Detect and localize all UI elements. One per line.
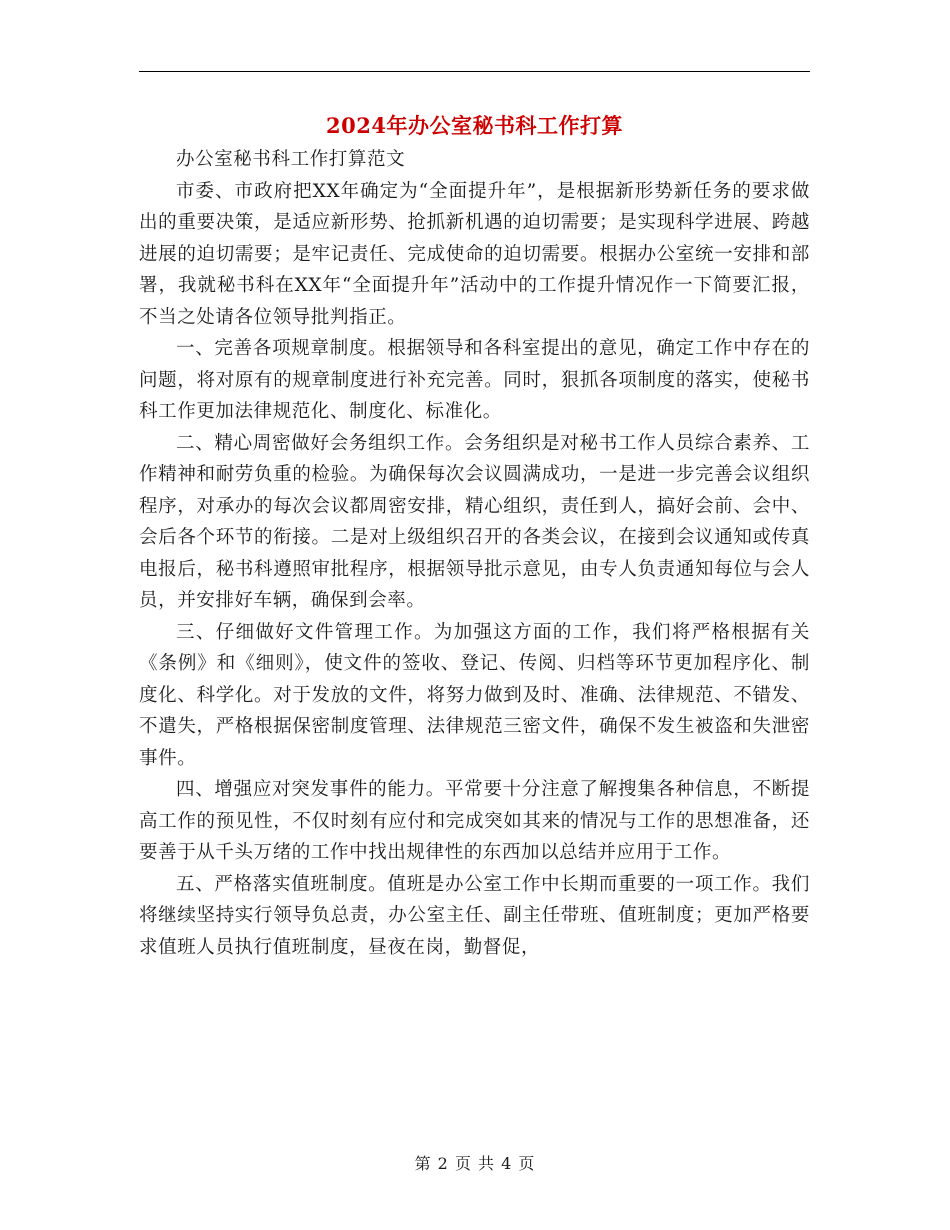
document-body	[139, 144, 810, 963]
paragraph-item-3: 三、仔细做好文件管理工作。为加强这方面的工作，我们将严格根据有关《条例》和《细则》，使文件的签收、登记、传阅、归档等环节更加程序化、制度化、科学化。对于发放的文件，将努力做到及时、准确、法律规范、不错发、不遣失，严格根据保密制度管理、法律规范三密文件，确保不发生被盗和失泄密事件。	[139, 621, 810, 769]
paragraph-item-2: 二、精心周密做好会务组织工作。会务组织是对秘书工作人员综合素养、工作精神和耐劳负重的检验。为确保每次会议圆满成功，一是进一步完善会议组织程序，对承办的每次会议都周密安排，精心组织，责任到人，搞好会前、会中、会后各个环节的衔接。二是对上级组织召开的各类会议，在接到会议通知或传真电报后，秘书科遵照审批程序，根据领导批示意见，由专人负责通知每位与会人员，并安排好车辆，确保到会率。	[139, 432, 810, 611]
paragraph-item-1: 一、完善各项规章制度。根据领导和各科室提出的意见，确定工作中存在的问题，将对原有的规章制度进行补充完善。同时，狠抓各项制度的落实，使秘书科工作更加法律规范化、制度化、标准化。	[139, 338, 810, 422]
header-rule	[139, 71, 810, 72]
paragraph-item-5: 五、严格落实值班制度。值班是办公室工作中长期而重要的一项工作。我们将继续坚持实行领导负总责，办公室主任、副主任带班、值班制度；更加严格要求值班人员执行值班制度，昼夜在岗，勤督促，	[139, 873, 810, 958]
page-number: 第 2 页 共 4 页	[414, 1154, 536, 1173]
paragraph-intro: 市委、市政府把XX年确定为“全面提升年”，是根据新形势新任务的要求做出的重要决策，是适应新形势、抢抓新机遇的迫切需要；是实现科学进展、跨越进展的迫切需要；是牢记责任、完成使命的迫切需要。根据办公室统一安排和部署，我就秘书科在XX年“全面提升年”活动中的工作提升情况作一下简要汇报，不当之处请各位领导批判指正。	[139, 180, 810, 328]
document-title: 2024年办公室秘书科工作打算	[326, 113, 623, 138]
paragraph-item-4: 四、增强应对突发事件的能力。平常要十分注意了解搜集各种信息，不断提高工作的预见性，不仅时刻有应付和完成突如其来的情况与工作的思想准备，还要善于从千头万绪的工作中找出规律性的东西加以总结并应用于工作。	[139, 779, 810, 863]
paragraph-subtitle: 办公室秘书科工作打算范文	[176, 149, 406, 170]
